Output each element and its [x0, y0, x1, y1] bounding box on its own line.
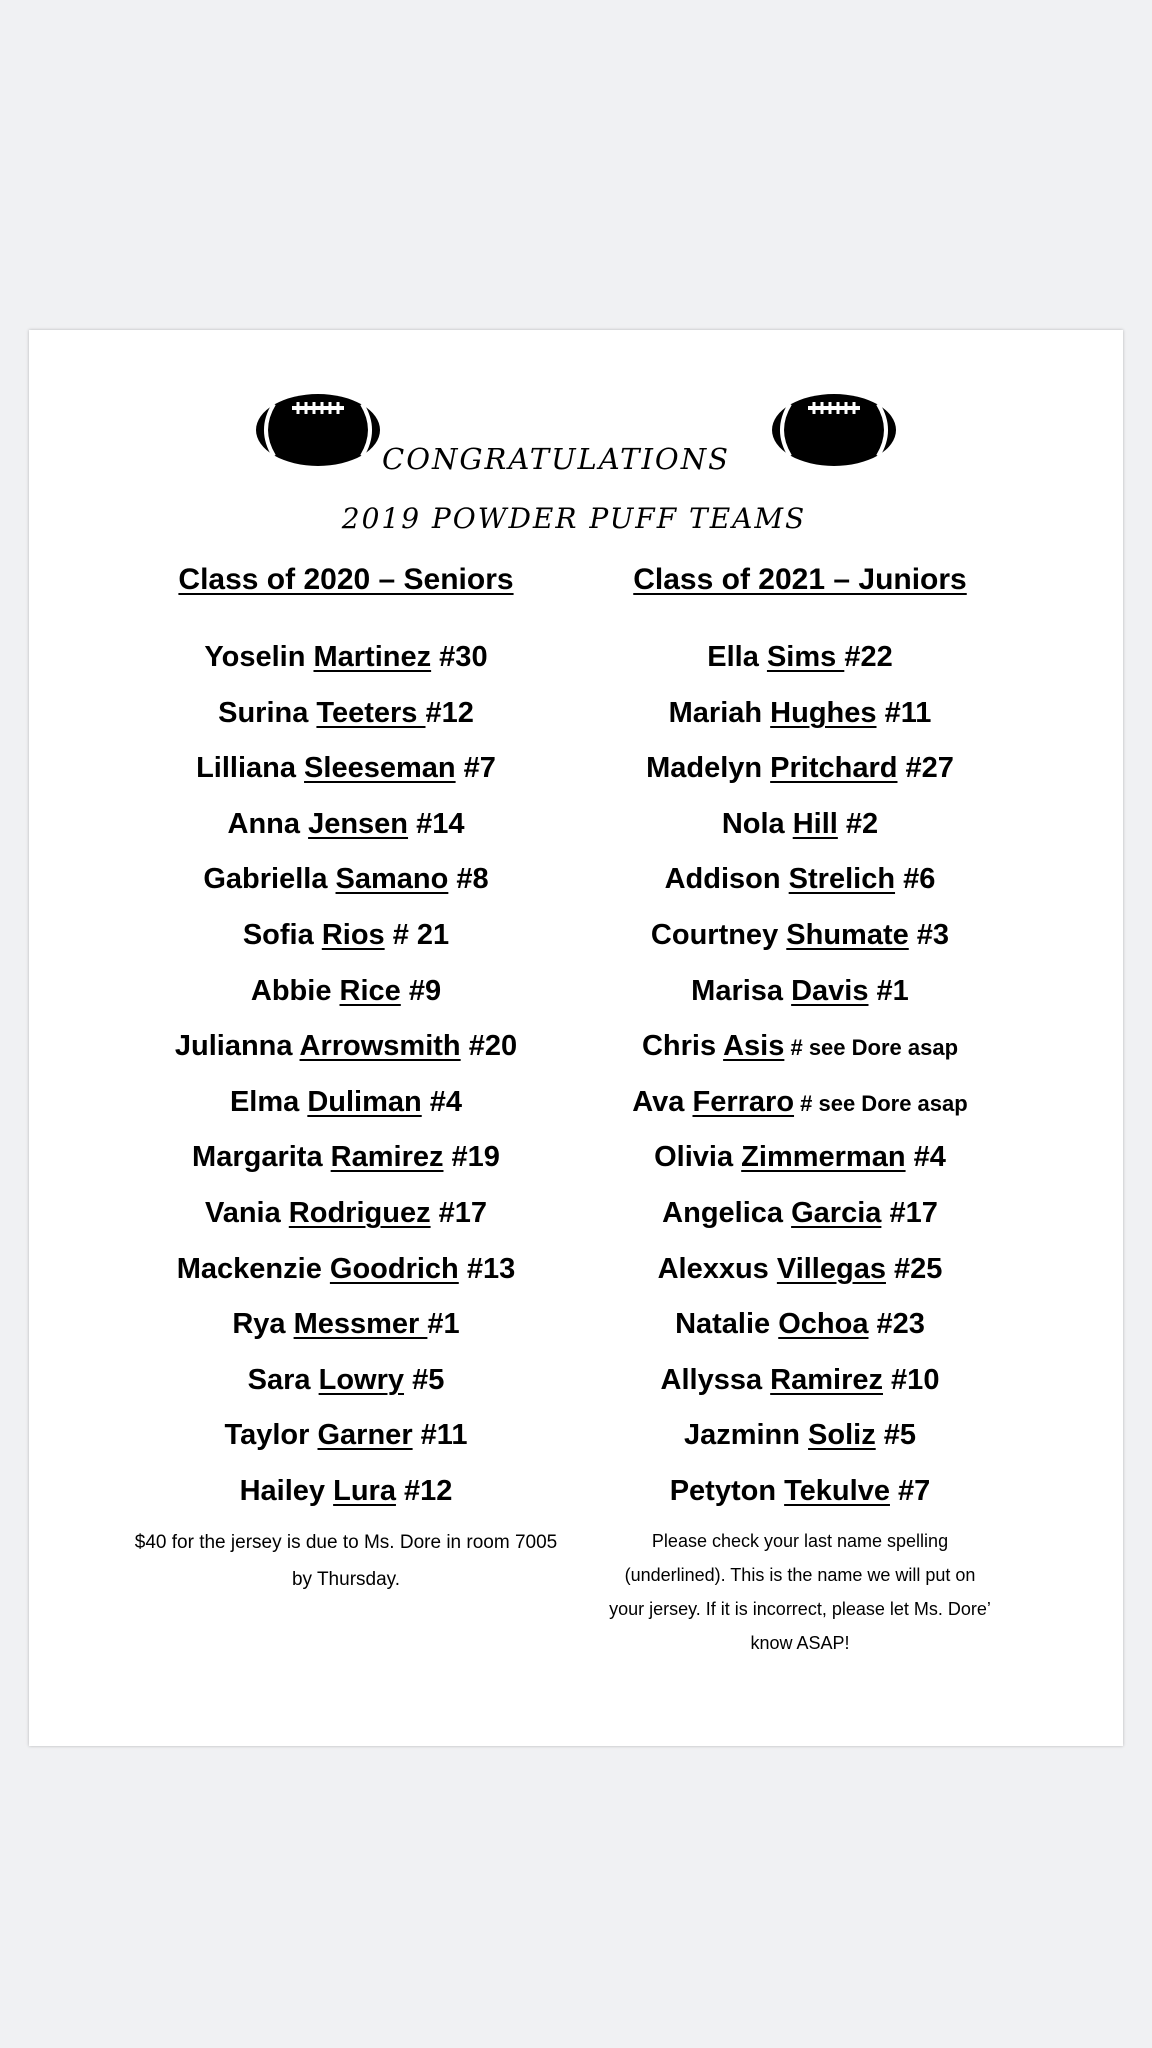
jersey-number: #9 [400, 974, 442, 1007]
player-first-name: Jazminn [683, 1419, 800, 1452]
jersey-payment-note: $40 for the jersey is due to Ms. Dore in room 7005 by Thursday. [134, 1531, 558, 1590]
player-entry [565, 1353, 1035, 1409]
player-first-name: Angelica [662, 1196, 784, 1229]
jersey-number: #30 [431, 641, 488, 673]
player-last-name: Lowry [318, 1363, 405, 1396]
player-first-name: Marisa [691, 974, 784, 1007]
jersey-number: #27 [897, 752, 954, 785]
player-first-name: Alexxus [657, 1252, 769, 1285]
player-first-name: Gabriella [203, 863, 328, 896]
player-entry [565, 686, 1035, 742]
player-last-name: Soliz [808, 1419, 876, 1452]
player-entry [565, 964, 1035, 1020]
page-subtitle: 2019 POWDER PUFF TEAMS [341, 502, 807, 535]
player-first-name: Lilliana [196, 752, 296, 785]
player-first-name: Courtney [650, 918, 779, 951]
player-entry [111, 852, 581, 908]
jersey-number: #11 [412, 1419, 468, 1452]
jersey-number: #1 [868, 974, 909, 1007]
player-last-name: Rios [321, 918, 385, 951]
player-first-name: Julianna [174, 1030, 293, 1063]
player-last-name: Ochoa [778, 1308, 869, 1341]
player-last-name: Sims [766, 641, 845, 673]
player-entry [565, 741, 1035, 797]
jersey-number: #14 [408, 807, 465, 840]
player-entry [565, 1408, 1035, 1464]
player-entry [111, 1464, 581, 1520]
player-entry [111, 1075, 581, 1131]
player-last-name: Jensen [308, 807, 409, 840]
jersey-number: #19 [443, 1141, 500, 1174]
jersey-number: #23 [868, 1308, 925, 1341]
player-first-name: Abbie [250, 974, 332, 1007]
player-first-name: Olivia [654, 1141, 734, 1174]
jersey-number: #11 [876, 696, 932, 729]
player-entry [565, 1075, 1035, 1131]
jersey-number: #10 [883, 1363, 940, 1396]
jersey-number: #2 [837, 807, 879, 840]
player-entry [111, 964, 581, 1020]
jersey-number: # 21 [384, 918, 450, 951]
jersey-number: #5 [404, 1363, 445, 1396]
document-page [29, 330, 1123, 1746]
player-first-name: Madelyn [646, 752, 763, 785]
player-entry [111, 797, 581, 853]
player-entry [111, 1019, 581, 1075]
player-entry [111, 908, 581, 964]
jersey-number: #4 [421, 1085, 463, 1118]
juniors-heading: Class of 2021 – Juniors [633, 563, 967, 596]
player-entry [111, 1186, 581, 1242]
seniors-heading: Class of 2020 – Seniors [178, 563, 514, 596]
player-first-name: Surina [218, 696, 309, 729]
player-last-name: Arrowsmith [299, 1030, 461, 1063]
player-last-name: Garcia [791, 1196, 882, 1229]
player-last-name: Rodriguez [288, 1196, 431, 1229]
player-last-name: Shumate [786, 918, 909, 951]
jersey-number: #1 [427, 1308, 460, 1341]
player-entry [565, 1019, 1035, 1075]
jersey-number: #3 [908, 918, 950, 951]
player-entry [565, 852, 1035, 908]
jersey-number: #17 [430, 1196, 488, 1229]
player-last-name: Tekulve [784, 1474, 890, 1507]
player-last-name: Villegas [776, 1252, 886, 1285]
player-entry [111, 1242, 581, 1298]
jersey-number: #8 [448, 863, 489, 896]
player-first-name: Petyton [669, 1474, 777, 1507]
player-last-name: Messmer [293, 1308, 428, 1341]
player-first-name: Margarita [192, 1141, 323, 1174]
jersey-number: # see Dore asap [794, 1090, 968, 1116]
player-entry [565, 630, 1035, 686]
jersey-number: #17 [881, 1196, 938, 1229]
player-entry [565, 1130, 1035, 1186]
player-last-name: Davis [791, 974, 869, 1007]
player-first-name: Nola [721, 807, 785, 840]
player-entry [111, 1353, 581, 1409]
jersey-number: #6 [895, 863, 936, 896]
seniors-column [111, 560, 581, 1598]
player-last-name: Samano [335, 863, 449, 896]
player-entry [111, 1130, 581, 1186]
player-first-name: Allyssa [660, 1363, 763, 1396]
player-entry [111, 1297, 581, 1353]
jersey-number: #5 [875, 1419, 917, 1452]
player-last-name: Garner [317, 1419, 413, 1452]
player-first-name: Natalie [675, 1308, 771, 1341]
player-last-name: Duliman [307, 1085, 422, 1118]
juniors-roster [565, 630, 1035, 1520]
player-first-name: Ava [632, 1085, 685, 1118]
player-last-name: Pritchard [770, 752, 898, 785]
player-last-name: Ramirez [770, 1363, 883, 1396]
player-last-name: Sleeseman [304, 752, 456, 785]
player-last-name: Teeters [316, 696, 426, 729]
jersey-number: #25 [885, 1252, 943, 1285]
player-entry [565, 1242, 1035, 1298]
player-entry [111, 630, 581, 686]
jersey-number: #4 [905, 1141, 946, 1174]
player-entry [565, 1297, 1035, 1353]
player-last-name: Ferraro [692, 1085, 795, 1118]
player-first-name: Mariah [668, 696, 763, 729]
jersey-number: #13 [458, 1252, 516, 1285]
player-first-name: Anna [227, 807, 301, 840]
player-first-name: Mackenzie [176, 1252, 322, 1285]
jersey-number: #20 [460, 1030, 518, 1063]
jersey-number: # see Dore asap [784, 1035, 959, 1061]
juniors-column [565, 560, 1035, 1660]
player-first-name: Rya [232, 1308, 286, 1341]
jersey-number: #7 [889, 1474, 931, 1507]
player-entry [565, 1464, 1035, 1520]
player-last-name: Martinez [313, 641, 432, 673]
player-first-name: Yoselin [204, 641, 306, 673]
player-last-name: Asis [723, 1030, 785, 1063]
player-entry [111, 741, 581, 797]
player-first-name: Taylor [224, 1419, 310, 1452]
name-check-note: Please check your last name spelling (underlined). This is the name we will put on your jersey. If it is incorrect, please let Ms. Dore’ know ASAP! [609, 1530, 991, 1653]
player-first-name: Chris [641, 1030, 717, 1063]
player-last-name: Hill [792, 807, 838, 840]
player-first-name: Hailey [239, 1474, 326, 1507]
player-last-name: Ramirez [330, 1141, 444, 1174]
player-first-name: Addison [664, 863, 781, 896]
player-last-name: Zimmerman [741, 1141, 906, 1174]
player-entry [565, 908, 1035, 964]
player-first-name: Vania [204, 1196, 281, 1229]
jersey-number: #12 [425, 696, 474, 729]
jersey-number: #12 [395, 1474, 453, 1507]
player-first-name: Elma [229, 1085, 300, 1118]
player-last-name: Rice [339, 974, 401, 1007]
player-last-name: Goodrich [329, 1252, 459, 1285]
player-first-name: Sara [247, 1363, 311, 1396]
player-entry [565, 797, 1035, 853]
jersey-number: #7 [455, 752, 496, 785]
player-first-name: Ella [707, 641, 759, 673]
player-entry [111, 686, 581, 742]
player-first-name: Sofia [242, 918, 314, 951]
congratulations-heading: CONGRATULATIONS [382, 442, 730, 476]
player-entry [565, 1186, 1035, 1242]
player-last-name: Strelich [788, 863, 896, 896]
player-last-name: Hughes [770, 696, 877, 729]
player-last-name: Lura [333, 1474, 396, 1507]
jersey-number: #22 [844, 641, 893, 673]
seniors-roster [111, 630, 581, 1520]
player-entry [111, 1408, 581, 1464]
